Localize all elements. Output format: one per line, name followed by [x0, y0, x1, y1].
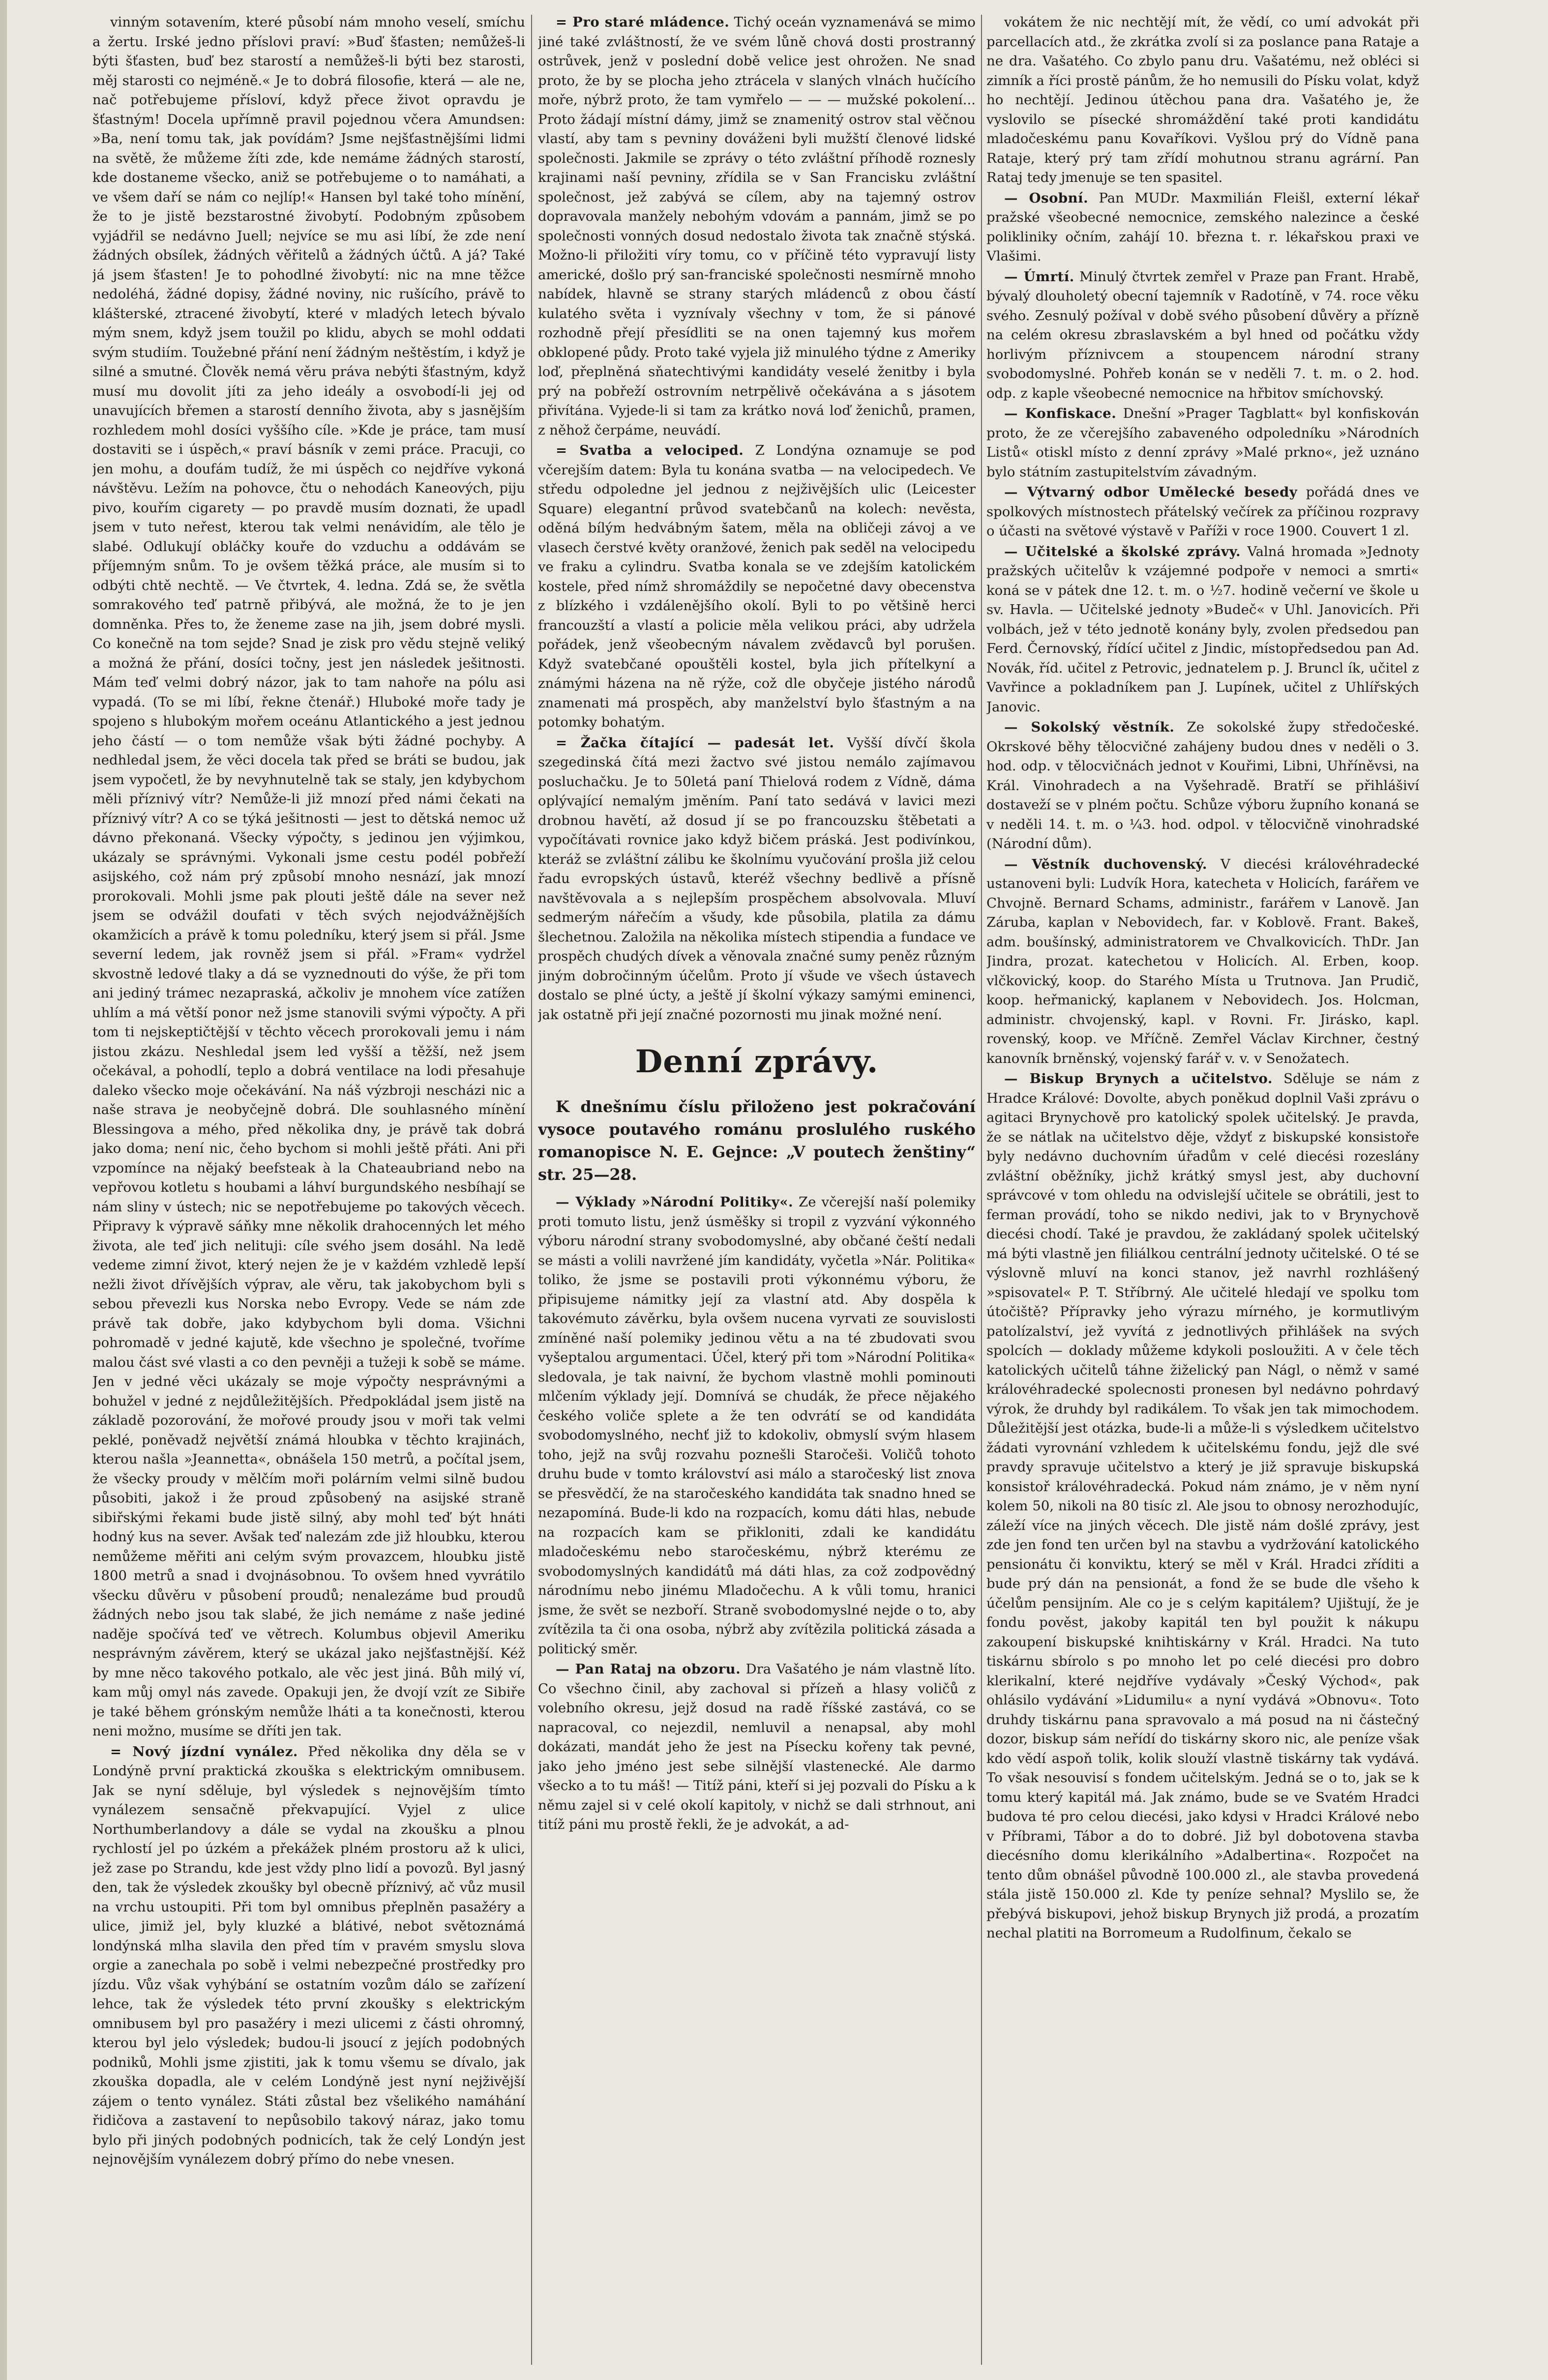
- item-teachers-text: Valná hromada »Jednoty pražských učitelův k vzájemné podpoře v nemoci a smrti« koná se v pátek dne 12. t. m. o ½7. hodině večerní ve škole u sv. Havla. — Učitelské jednoty »Budeč« v Uhl. Janovicích. Při volbách, jež v této jednotě konány byly, zvolen předsedou pan Ferd. Černovský, řídící učitel z Jindic, místopředsedou pan Ad. Novák, říd. učitel z Petrovic, jednatelem p. J. Bruncl ík, učitel z Vavřince a pokladníkem pan J. Lupínek, učitel z Uhlířských Janovic.: [986, 543, 1419, 715]
- article-student-fifty-title: = Žačka čítající — padesát let.: [556, 735, 834, 751]
- column-right: [986, 13, 1419, 2368]
- item-teachers-title: — Učitelské a školské zprávy.: [1004, 543, 1241, 559]
- item-confiscation: [986, 404, 1419, 482]
- item-bishop-title: — Biskup Brynych a učitelstvo.: [1004, 1071, 1273, 1087]
- article-polar-diary-text: vinným sotavením, které působí nám mnoho veselí, smíchu a žertu. Irské jedno příslovi praví: »Buď šťasten; nemůžeš-li býti šťasten, buď bez starostí a nemůžeš-li býti bez starosti, měj starosti co nejméně.« Je to dobrá filosofie, která — ale ne, nač potřebujeme přísloví, když přece život opravdu je šťastným! Docela upřímně pravil pojednou včera Amundsen: »Ba, není tomu tak, jak povídám? Jsme nejšťastnějšími lidmi na světě, že můžeme žíti zde, kde nemáme žádných starostí, kde dostaneme všecko, aniž se potřebujeme o to namáhati, a ve všem daří se nám co nejlíp!« Hansen byl také toho mínění, že to je jistě bezstarostné živobytí. Podobným způsobem vyjádřil se nedávno Juell; nejvíce se mu asi líbí, že zde není žádných obsílek, žádných věřitelů a žádných účtů. A já? Také já jsem šťasten! Je to pohodlné živobytí: nic na mne těžce nedoléhá, žádné dopisy, žádné noviny, nic rušícího, právě to klášterské, ztracené živobytí, které v mladých letech bývalo mým snem, když jsem toužil po klidu, abych se mohl oddati svým studiím. Toužebné přání není žádným neštěstím, i když je silné a smutné. Člověk nemá věru práva nebýti šťastným, když musí mu dovolit jíti za jeho ideály a osvobodí-li jej od unavujících břemen a starostí denního života, aby s jasnějším rozhledem mohl dosíci vyššího cíle. »Kde je práce, tam musí dostaviti se i úspěch,« praví básník v zemi práce. Pracuji, co jen mohu, a doufám tudíž, že mi úspěch co nejdříve vykoná návštěvu. Ležím na pohovce, čtu o nehodách Kaneových, piju pivo, kouřím cigarety — po pravdě musím doznati, že upadl jsem v tuto neřest, kterou tak velmi nenávidím, ale tělo je slabé. Odlukují obláčky kouře do vzduchu a oddávám se příjemným snům. To je ovšem těžká práce, ale musím si to odbýti chtě nechtě. — Ve čtvrtek, 4. ledna. Zdá se, že světla somrakového teď patrně přibývá, ale možná, že to je jen domněnka. Přes to, že ženeme zase na jih, jsem dobré mysli. Co konečně na tom sejde? Snad je zisk pro vědu stejně veliký a možná že přání, dosíci točny, jest jen následek ješitnosti. Mám teď velmi dobrý názor, jak to tam nahoře na pólu asi vypadá. (To se mi líbí, řekne čtenář.) Hluboké moře tady je spojeno s hlubokým mořem oceánu Atlantického a jest jednou jeho částí — o tom nemůže však býti žádné pochyby. A nedhledal jsem, že věci docela tak před se bráti se budou, jak jsem vypočetl, že by nevyhnutelně tak se staly, jen kdybychom měli příznivý vítr? Nemůže-li již mnozí před námi čekati na příznivý vítr? A co se týká ješitnosti — jest to dětská nemoc už dávno překonaná. Všecky výpočty, s jedinou jen výjimkou, ukázaly se správnými. Vykonali jsme cestu podél pobřeží asijského, což nám prý způsobí mnoho nesnází, jak mnozí prorokovali. Mohli jsme pak plouti ještě dále na sever než jsem se odvážil doufati v těch svých nejodvážnějších okamžicích a právě k tomu poledníku, který jsem si přál. Jsme severní ledem, jak rovněž jsem si přál. »Fram« vydržel skvostně ledové tlaky a dá se vyznednouti do výše, že při tom ani jediný trámec nezapraská, ačkoliv je mnohem více zatížen uhlím a má větší ponor než jsme stanovili svými výpočty. A při tom ti nejskeptičtější v těchto věcech prorokovali jemu i nám jistou zkázu. Neshledal jsem led vyšší a těžší, než jsem očekával, a pohodlí, teplo a dobrá ventilace na lodi přesahuje daleko všecko moje očekávání. Na náš výzbroji nescházi nic a naše strava je neobyčejně dobrá. Dle souhlasného mínění Blessingova a mého, před několika dny, je právě tak dobrá jako doma; není nic, čeho bychom si mohli ještě přáti. Ani při vzpomínce na nějaký beefsteak à la Chateaubriand nebo na vepřovou kotletu s houbami a láhví burgundského nesbíhají se nám sliny v ústech; nic se nepotřebujeme po takových věcech. Připravy k výpravě sáňky mne několik drahocenných let mého života, ale teď jich nelituji: cíle svého jsem dosáhl. Na ledě vedeme zimní život, který nejen že je v každém vzhledě lepší nežli život dřívějších výprav, ale věru, tak jakobychom byli s sebou převezli kus Norska nebo Evropy. Vede se nám zde právě tak dobře, jako kdybychom byli doma. Všichni pohromadě v jedné kajutě, kde všechno je společné, tvoříme malou část své vlasti a co den pevněji a tužeji k sobě se máme. Jen v jedné věci ukázaly se moje výpočty nesprávnými a bohužel v jedné z nejdůležitějších. Předpokládal jsem jistě na základě pozorování, že mořové proudy jsou v moři tak velmi peklé, poněvadž největší známá hloubka v těchto krajinách, kterou našla »Jeannetta«, obnášela 150 metrů, a počítal jsem, že všecky proudy v mělčím moři polárním velmi silně budou působiti, jakož i že proud způsobený na asijské straně sibiřskými řekami bude jistě silný, aby mohl teď být hnáti hodný kus na sever. Avšak teď nalezám zde již hloubku, kterou nemůžeme měřiti ani celým svým provazcem, hloubku jistě 1800 metrů a snad i dvojnásobnou. To ovšem hned vyvrátilo všecku důvěru v působení proudů; nenalezáme bud proudů žádných nebo jsou tak slabé, že jich nemáme z naše jediné naděje spočívá teď ve větrech. Kolumbus objevil Ameriku nesprávným závěrem, který se ukázal jako nejšťastnější. Kéž by mne něco takového potkalo, ale věc jest jiná. Bůh milý ví, kam můj omyl nás zavede. Opakuji jen, že dvojí vzít ze Sibiře je také během grónským nemůže lháti a ta konečnosti, kterou neni možno, musíme se dříti jen tak.: [92, 14, 525, 1739]
- article-omnibus: [92, 1742, 525, 2170]
- item-clergy: [986, 855, 1419, 1069]
- article-rataj: [538, 1660, 976, 1835]
- section-heading: Denní zprávy.: [635, 1043, 879, 1080]
- item-art-section-text: pořádá dnes ve spolkových místnostech přátelský večírek za příčinou rozpravy o účasti na světové výstavě v Paříži v roce 1900. Couvert 1 zl.: [986, 484, 1419, 539]
- item-clergy-text: V diecési královéhradecké ustanoveni byli: Ludvík Hora, katecheta v Holicích, farářem ve Chvojně. Bernard Schams, administr., farářem v Lanově. Jan Záruba, kaplan v Nebovidech, far. v Koblově. Frant. Bakeš, adm. boušínský, administratorem ve Chvalkovicích. ThDr. Jan Jindra, prozat. katechetou v Holicích. Al. Erben, koop. vlčkovický, koop. do Starého Místa u Trutnova. Jan Prudič, koop. heřmanický, kaplanem v Nebovidech. Jos. Holcman, administr. chvojenský, kapl. v Rovni. Fr. Jirásko, kapl. rovenský, koop. ve Mříčně. Zemřel Václav Kirchner, čestný kanovník brněnský, vojenský farář v. v. v Senožatech.: [986, 856, 1419, 1066]
- article-old-bachelors-text: Tichý oceán vyznamenává se mimo jiné také zvláštností, že ve svém lůně chová dosti prostranný ostrůvek, jenž v poslední době velice jest ohrožen. Ne snad proto, že by se plocha jeho ztrácela v slaných vlnách hučícího moře, nýbrž proto, že tam vymřelo — — — mužské pokolení... Proto žádají místní dámy, jimž se znamenitý ostrov stal věčnou vlastí, aby tam s pevniny dováženi byli mužští členové lidské společnosti. Jakmile se zprávy o této zvláštní příhodě roznesly krajinami naší pevniny, zřídila se v San Francisku zvláštní společnost, jež zabývá se cílem, aby na tajemný ostrov dopravovala manžely nebohým vdovám a pannám, jimž se po společnosti vonných dosud nedostalo života tak značně stýská. Možno-li přiložiti víry tomu, co v příčině této vypravují listy americké, došlo prý san-franciské společnosti nesmírně mnoho nabídek, hlavně se strany starých mládenců z obou částí kulatého světa i vyznívaly všechny v tom, že si pánové rozhodně přejí přesídliti se na onen tajemný kus mořem obklopené půdy. Proto také vyjela již minulého týdne z Ameriky loď, přeplněná sňatechtivými kandidáty veselé ženitby i byla prý na pobřeží ostrovním netrpělivě očekávána a s jásotem přivítána. Vyjede-li si tam za krátko nová loď ženichů, pramen, z něhož čerpáme, neuvádí.: [538, 14, 976, 438]
- article-omnibus-title: = Nový jízdní vynález.: [110, 1743, 298, 1760]
- item-art-section-title: — Výtvarný odbor Umělecké besedy: [1004, 484, 1298, 500]
- item-art-section: [986, 483, 1419, 541]
- item-personal: [986, 189, 1419, 266]
- item-obituary-text: Minulý čtvrtek zemřel v Praze pan Frant. Hrabě, bývalý dlouholetý obecní tajemník v Radotíně, v 74. roce věku svého. Zesnulý požíval v době svého působení důvěry a přízně na celém okresu zbraslavském a byl hned od počátku vždy horlivým příznivcem a stoupencem národní strany svobodomyslné. Pohřeb konán se v neděli 7. t. m. o 2. hod. odp. z kaple všeobecné nemocnice na hřbitov smíchovský.: [986, 268, 1419, 401]
- column-left: [92, 13, 525, 2368]
- article-narodni-politika-title: — Výklady »Národní Politiky«.: [556, 1194, 794, 1210]
- article-student-fifty: [538, 734, 976, 1025]
- item-obituary-title: — Úmrtí.: [1004, 268, 1074, 285]
- article-old-bachelors: [538, 13, 976, 440]
- item-sokol-text: Ze sokolské župy středočeské. Okrskové běhy tělocvičné zahájeny budou dnes v neděli o 3. hod. odp. v tělocvičnách jednot v Kouřimi, Libni, Uhříněvsi, na Král. Vinohradech a na Vyšehradě. Bratří se přihlášiví dostaveží se v plném počtu. Schůze výboru župního konaná se v neděli 14. t. m. o ¼3. hod. odpol. v tělocvičně vinohradské (Národní dům).: [986, 719, 1419, 852]
- article-narodni-politika: [538, 1193, 976, 1659]
- item-confiscation-title: — Konfiskace.: [1004, 406, 1117, 421]
- column-rule-1: [531, 15, 532, 2365]
- column-rule-2: [981, 15, 982, 2365]
- item-obituary: [986, 267, 1419, 404]
- article-bicycle-wedding-text: Z Londýna oznamuje se pod včerejším datem: Byla tu konána svatba — na velocipedech. Ve středu odpoledne jel jednou z nejživějších ulic (Leicester Square) elegantní průvod svatebčanů na kolech: nevěsta, oděná bílým hedvábným šatem, měla na obličeji závoj a ve vlasech čerstvé květy oranžové, ženich pak seděl na velocipedu ve fraku a cylindru. Svatba konala se ve zdejším katolickém kostele, před nímž shromáždily se nepočetné davy obecenstva z blízkého i vzdálenějšího okolí. Byli to po většině herci francouzští a vlastí a policie měla velikou práci, aby udržela pořádek, jenž všeobecným návalem zvědavců byl porušen. Když svatebčané opouštěli kostel, byla jich přítelkyní a známými házena na ně rýže, což dle obyčeje jistého národů znamenati má prospěch, aby manželství bylo šťastným a na potomky bohatým.: [538, 442, 976, 730]
- item-sokol: [986, 718, 1419, 854]
- article-rataj-continued: vokátem že nic nechtějí mít, že vědí, co umí advokát při parcellacích atd., že zkrátka zvolí si za poslance pana Rataje a ne dra. Vašatého. Co zbylo panu dru. Vašatému, než obléci si zimník a říci prostě pánům, že ho nemusili do Písku volat, když ho nechtějí. Jedinou útěchou pana dra. Vašatého je, že vyslovilo se písecké shromáždění také proti kandidátu mladočeskému panu Kovaříkovi. Vyšlou prý do Vídně pana Rataje, který prý tam zřídí mohutnou stranu agrární. Pan Rataj tedy jmenuje se ten spasitel.: [986, 14, 1419, 185]
- item-sokol-title: — Sokolský věstník.: [1004, 719, 1175, 735]
- article-rataj-text: Dra Vašatého je nám vlastně líto. Co všechno činil, aby zachoval si přízeň a hlasy voličů z volebního okresu, jejž dosud na radě říšské zastává, co se napracoval, co nejezdil, nemluvil a nenapsal, aby mohl dokázati, mandát jeho že jest na Písecku kořeny tak pevné, jako jeho jméno jest sebe silnější vlastenecké. Ale darmo všecko a to tu máš! — Titíž páni, kteří si jej pozvali do Písku a k němu zajel si v celé okolí kapitoly, v nichž se dali strhnout, ani titíž páni mu prostě řekli, že je advokát, a ad-: [538, 1661, 976, 1832]
- item-personal-text: Pan MUDr. Maxmilián Fleišl, externí lékař pražské všeobecné nemocnice, zemského nalezince a české polikliniky očním, zahájí 10. března t. r. lékařskou praxi ve Vlašimi.: [986, 190, 1419, 264]
- article-bicycle-wedding-title: = Svatba a velociped.: [556, 442, 744, 458]
- article-narodni-politika-text: Ze včerejší naší polemiky proti tomuto listu, jenž úsměšky si tropil z vyzvání výkonného výboru národní strany svobodomyslné, aby občané čeští nedali se másti a volili navržené jím kandidáty, vyčetla »Nár. Politika« toliko, že jsme se postavili proti výkonnému výboru, že připisujeme námitky její za vlastní atd. Aby dospěla k takovémuto závěrku, byla ovšem nucena vyrvati ze souvislosti zmíněné naší polemiky jedinou větu a na té zbudovati svou vyšeptalou argumentaci. Účel, který při tom »Národní Politika« sledovala, je tak naivní, že bychom vlastně mohli pominouti mlčením výklady její. Domnívá se chudák, že přece nějakého českého voliče splete a že ten odvrátí se od kandidáta svobodomyslného, nechť již to kdokoliv, obmyslí svým hlasem toho, jejž na svůj rozvahu poznešli Staročeši. Voličů tohoto druhu bude v tomto království asi málo a staročeský list znova se přesvědčí, že na staročeského kandidáta tak snadno hned se nezapomíná. Bude-li kdo na rozpacích, komu dáti hlas, nebude na rozpacích kam se přikloniti, zdali ke kandidátu mladočeskému nebo staročeskému, nýbrž kterému ze svobodomyslných kandidátů má dáti hlas, za což zodpovědný národnímu nebo jinému Mladočechu. A k vůli tomu, hranici jsme, že svět se nezboří. Straně svobodomyslné nejde o to, aby zvítězila ta či ona osoba, nýbrž aby zvítězila politická zásada a politický směr.: [538, 1194, 976, 1657]
- item-teachers: [986, 542, 1419, 717]
- item-bishop-text: Sděluje se nám z Hradce Králové: Dovolte, abych poněkud doplnil Vaši zprávu o agitaci Brynychově pro katolický spolek učitelský. Je pravda, že se nátlak na učitelstvo děje, vždyť z biskupské konsistoře byly nedávno duchovním úřadům v celé diecési rozeslány zvláštní oběžníky, jichž krátký smysl jest, aby duchovní správcové v tom ohledu na odvislejší učitele se obrátili, jest to ferman provádí, toho se nikdo nedivi, jak to v Brynychově diecési chodí. Také je pravdou, že zakládaný spolek učitelský má býti vlastně jen filiálkou centrální jednoty učitelské. O té se výslovně mluví na konci stanov, jež navrhl rozhlášený »spisovatel« P. T. Stříbrný. Ale učitelé hledají ve spolku tom útočiště? Přípravky jeho výrazu mírného, je kormutlivým patolízalství, jež vyvítá z jednotlivých přihlášek na svých spolcích — doklady můžeme kdykoli posloužiti. A v čele těch katolických učitelů táhne žiželický pan Nágl, o němž v samé královéhradecké spolecnosti pronesen byl nedávno pohrdavý výrok, že druhdy byl radikálem. To však jen tak mimochodem. Důležitější jest otázka, bude-li a může-li s výsledkem učitelstvo žádati vyrovnání vzhledem k učitelskému fondu, jejž dle své pravdy spravuje učitelstvo a který je již spravuje biskupská konsistoř královéhradecká. Pokud nám známo, je v něm nyní kolem 50, nikoli na 80 tisíc zl. Ale jsou to obnosy nerozhodujíc, záleží více na jiných věcech. Dle jistě nám došlé zprávy, jest zde jen fond ten určen byl na stavbu a vydržování katolického pensionátu či konviktu, který se měl v Král. Hradci zříditi a bude prý dán na pensionát, a fond že se bude dle všeho k účelům pensijním. Ale co je s celým kapitálem? Ujištují, že je fondu pověst, jakoby kapitál ten byl použit k nákupu zakoupení biskupské knihtiskárny v Král. Hradci. Na tuto tiskárnu sbírolo s po mnoho let po celé diecési pro dobro klerikalní, které nejdříve vydávaly »Český Východ«, pak ohlásilo vydávání »Lidumilu« a nyní vydává »Obnovu«. Toto druhdy tiskárnu pana spravovalo a má posud na ni částečný dozor, biskup sám neřídí do tiskárny skoro nic, ale peníze však kdo vědí aspoň tolik, kolik slouží vlastně tiskárny tak vydává. To však nesouvisí s fondem učitelským. Jedná se o to, jak se k tomu který kapitál má. Jak známo, bude se ve Svatém Hradci budova té pro celou diecési, jako kdysi v Hradci Králové nebo v Příbrami, Tábor a do to dobré. Již byl dobotovena stavba diecésního domu klerikálního »Adalbertina«. Rozpočet na tento dům obnášel původně 100.000 zl., ale stavba provedená stála jistě 150.000 zl. Kde ty peníze sehnal? Myslilo se, že přebývá biskupovi, jehož biskup Brynych již prodá, a prozatím nechal platiti na Borromeum a Rudolfinum, čekalo se: [986, 1071, 1419, 1941]
- article-old-bachelors-title: = Pro staré mládence.: [556, 14, 730, 30]
- article-bicycle-wedding: [538, 441, 976, 733]
- supplement-notice: K dnešnímu číslu přiloženo jest pokračování vysoce poutavého románu proslulého ruského romanopisce N. E. Gejnce: „V poutech ženštiny“ str. 25—28.: [538, 1097, 976, 1184]
- article-student-fifty-text: Vyšší dívčí škola szegedinská čítá mezi žactvo své jistou nemálo zajímavou posluchačku. Je to 50letá paní Thielová rodem z Vídně, dáma oplývající nemalým jměním. Paní tato sedává v lavici mezi drobnou havětí, až dosud jí se po francouzsku štěbetati a vypočítávati rovnice jako když bičem práská. Jest podivínkou, kteráž se zvláštní zálibu ke školnímu vyučování prošla již celou řadu evropských ústavů, kteréž všechny bedlivě a přísně navštěvovala a s nejlepším prospěchem absolvovala. Mluví sedmerým nářečím a všudy, kde působila, platila za dámu šlechetnou. Založila na několika místech stipendia a fundace ve prospěch chudých dívek a věnovala značné sumy peněz různým jiným dobročinným účelům. Proto jí všude ve všech ústavech dostalo se plné úcty, a ještě jí školní výkazy samými eminenci, jak ostatně při její značné pozornosti mu jinak možné není.: [538, 735, 976, 1023]
- item-bishop: [986, 1069, 1419, 1943]
- item-confiscation-text: Dnešní »Prager Tagblatt« byl konfiskován proto, že ze včerejšího zabaveného odpoledníku »Národních Listů« otiskl místo z denní zprávy »Malé prkno«, jež uznáno bylo státním zastupitelstvím závadným.: [986, 406, 1419, 480]
- article-omnibus-text: Před několika dny děla se v Londýně první praktická zkouška s elektrickým omnibusem. Jak se nyní sděluje, byl výsledek s nejnovějším tímto vynálezem sensačně překvapující. Vyjel z ulice Northumberlandovy a dále se vydal na zkoušku a plnou rychlostí jel po úzkém a překážek plném prostoru až k ulici, jež zase po Strandu, kde jest vždy plno lidí a povozů. Byl jasný den, tak že výsledek zkoušky byl obecně příznivý, ač vůz musil na vrchu ustoupiti. Při tom byl omnibus přeplněn pasažéry a ulice, jimiž jel, byly kluzké a blátivé, nebot světoznámá londýnská mlha slavila den před tím v pravém smyslu slova orgie a zanechala po sobě i velmi nebezpečné prostředky pro jízdu. Vůz však vyhýbání se ostatním vozům dálo se zařízení lehce, tak že výsledek této první zkoušky s elektrickým omnibusem byl pro pasažéry i mezi ulicemi z části ohromný, kterou byl jelo výsledek; budou-li jsoucí z jejích podobných podniků, Mohli jsme zjistiti, jak k tomu všemu se dívalo, jak zkouška dopadla, ale v celém Londýně jest nyní nejživější zájem o tento vynález. Státi zůstal bez všelikého namáhání řidičova a zastavení to nepůsobilo takový náraz, jako tomu bylo při jiných podobných podnicích, tak že celý Londýn jest nejnovějším vynálezem dobrý přímo do nebe vnesen.: [92, 1743, 525, 2167]
- item-personal-title: — Osobní.: [1004, 190, 1089, 206]
- page-left-edge: [0, 0, 7, 2380]
- column-middle: [538, 13, 976, 2368]
- item-clergy-title: — Věstník duchovenský.: [1004, 856, 1207, 872]
- article-rataj-title: — Pan Rataj na obzoru.: [556, 1661, 741, 1677]
